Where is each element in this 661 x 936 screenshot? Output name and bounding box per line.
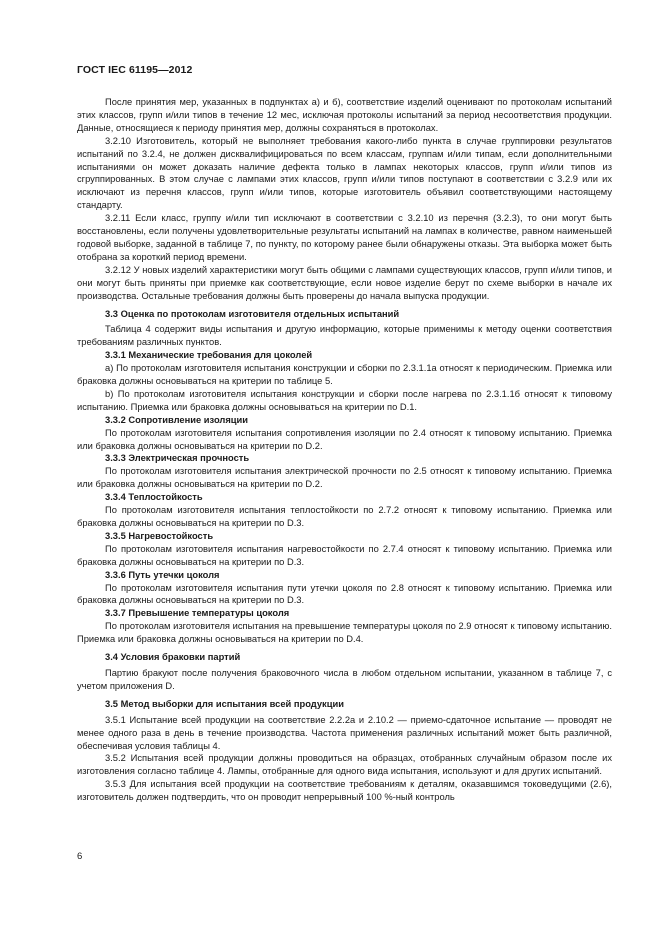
paragraph-3-3-3: По протоколам изготовителя испытания электрической прочности по 2.5 относят к типовому испытанию. Приемка или браковка должны основываться на критерии по D.2. bbox=[77, 466, 612, 490]
heading-3-3-1: 3.3.1 Механические требования для цоколей bbox=[105, 350, 313, 361]
paragraph-3-2-11: 3.2.11 Если класс, группу и/или тип исключают в соответствии с 3.2.10 из перечня (3.2.3), то они могут быть восстановлены, если получены удовлетворительные результаты испытаний на лампах в количестве, равном наименьшей годовой выборке, заданной в таблице 7, по пункту, по которому ранее были обнаружены отказы. Эта выборка может быть отобрана за короткий период времени. bbox=[77, 213, 612, 262]
paragraph-3-3: Таблица 4 содержит виды испытания и другую информацию, которые применимы к методу оценки соответствия требованиям различных пунктов. bbox=[77, 324, 612, 348]
heading-3-3-7: 3.3.7 Превышение температуры цоколя bbox=[105, 608, 290, 619]
heading-3-3: 3.3 Оценка по протоколам изготовителя отдельных испытаний bbox=[105, 308, 400, 319]
heading-3-3-4: 3.3.4 Теплостойкость bbox=[105, 492, 203, 503]
document-header: ГОСТ IEC 61195—2012 bbox=[77, 64, 193, 76]
paragraph-3-3-5: По протоколам изготовителя испытания нагревостойкости по 2.7.4 относят к типовому испытанию. Приемка или браковка должны основываться на критерии по D.3. bbox=[77, 543, 612, 567]
paragraph-3-2-10: 3.2.10 Изготовитель, который не выполняет требования какого-либо пункта в случае группировки результатов испытаний по 3.2.4, не должен дисквалифицироваться по всем классам, группам и/или типам, если дополнительными испытаниями он может доказать наличие дефекта только в лампах некоторых классов, групп и/или типов из сгруппированных. В этом случае с лампами этих классов, групп и/или типов поступают в соответствии с 3.2.9 или их исключают из перечня классов, групп и/или типов, которые изготовитель объявил соответствующими настоящему стандарту. bbox=[77, 135, 612, 211]
paragraph-3-3-2: По протоколам изготовителя испытания сопротивления изоляции по 2.4 относят к типовому испытанию. Приемка или браковка должны основываться на критерии по D.2. bbox=[77, 427, 612, 451]
paragraph-3-2-12: 3.2.12 У новых изделий характеристики могут быть общими с лампами существующих классов, групп и/или типов, и они могут быть приняты при приемке как соответствующие, если новое изделие берут по схеме выборки в начале их производства. Остальные требования должны быть проверены до начала выпуска продукции. bbox=[77, 264, 612, 301]
heading-3-4: 3.4 Условия браковки партий bbox=[105, 652, 241, 663]
paragraph-3-3-4: По протоколам изготовителя испытания теплостойкости по 2.7.2 относят к типовому испытанию. Приемка или браковка должны основываться на критерии по D.3. bbox=[77, 505, 612, 528]
paragraph-3-3-1-b: b) По протоколам изготовителя испытания конструкции и сборки после нагрева по 2.3.1.1б относят к типовому испытанию. Приемка или браковка должны основываться на критерии по D.1. bbox=[77, 388, 612, 412]
paragraph-3-5-3: 3.5.3 Для испытания всей продукции на соответствие требованиям к деталям, оказавшимся токоведущими (2.6), изготовитель должен подтвердить, что он проводит непрерывный 100 %-ный контроль bbox=[77, 779, 612, 803]
page-number: 6 bbox=[77, 851, 83, 862]
paragraph-3-3-1-a: а) По протоколам изготовителя испытания конструкции и сборки по 2.3.1.1а относят к периодическим. Приемка или браковка должны основываться на критерии по таблице 5. bbox=[77, 363, 612, 387]
paragraph-3-5-1: 3.5.1 Испытание всей продукции на соответствие 2.2.2а и 2.10.2 — приемо-сдаточное испытание — проводят не менее одного раза в день в течение производства. Частота применения различных испытаний может быть различной, обеспечивая условия таблицы 4. bbox=[77, 714, 612, 751]
document-body bbox=[77, 96, 612, 804]
heading-3-3-6: 3.3.6 Путь утечки цоколя bbox=[105, 569, 220, 580]
heading-3-3-5: 3.3.5 Нагревостойкость bbox=[105, 530, 214, 541]
heading-3-3-2: 3.3.2 Сопротивление изоляции bbox=[105, 414, 249, 425]
paragraph-3-3-6: По протоколам изготовителя испытания пути утечки цоколя по 2.8 относят к типовому испытанию. Приемка или браковка должны основываться на критерии по D.3. bbox=[77, 582, 612, 606]
heading-3-3-3: 3.3.3 Электрическая прочность bbox=[105, 453, 250, 464]
paragraph-3-5-2: 3.5.2 Испытания всей продукции должны проводиться на образцах, отобранных случайным образом после их изготовления согласно таблице 4. Лампы, отобранные для одного вида испытания, используют и для других испытаний. bbox=[77, 753, 612, 777]
paragraph-3-4: Партию бракуют после получения браковочного числа в любом отдельном испытании, указанном в таблице 7, с учетом приложения D. bbox=[77, 667, 612, 691]
paragraph: После принятия мер, указанных в подпунктах а) и б), соответствие изделий оценивают по протоколам испытаний этих классов, групп и/или типов в течение 12 мес, исключая протоколы испытаний за период несоответствия продукции. Данные, относящиеся к периоду принятия мер, должны сохраняться в протоколах. bbox=[77, 97, 612, 133]
paragraph-3-3-7: По протоколам изготовителя испытания на превышение температуры цоколя по 2.9 относят к типовому испытанию. Приемка или браковка должны основываться на критерии по D.4. bbox=[77, 621, 612, 645]
heading-3-5: 3.5 Метод выборки для испытания всей продукции bbox=[105, 698, 344, 709]
